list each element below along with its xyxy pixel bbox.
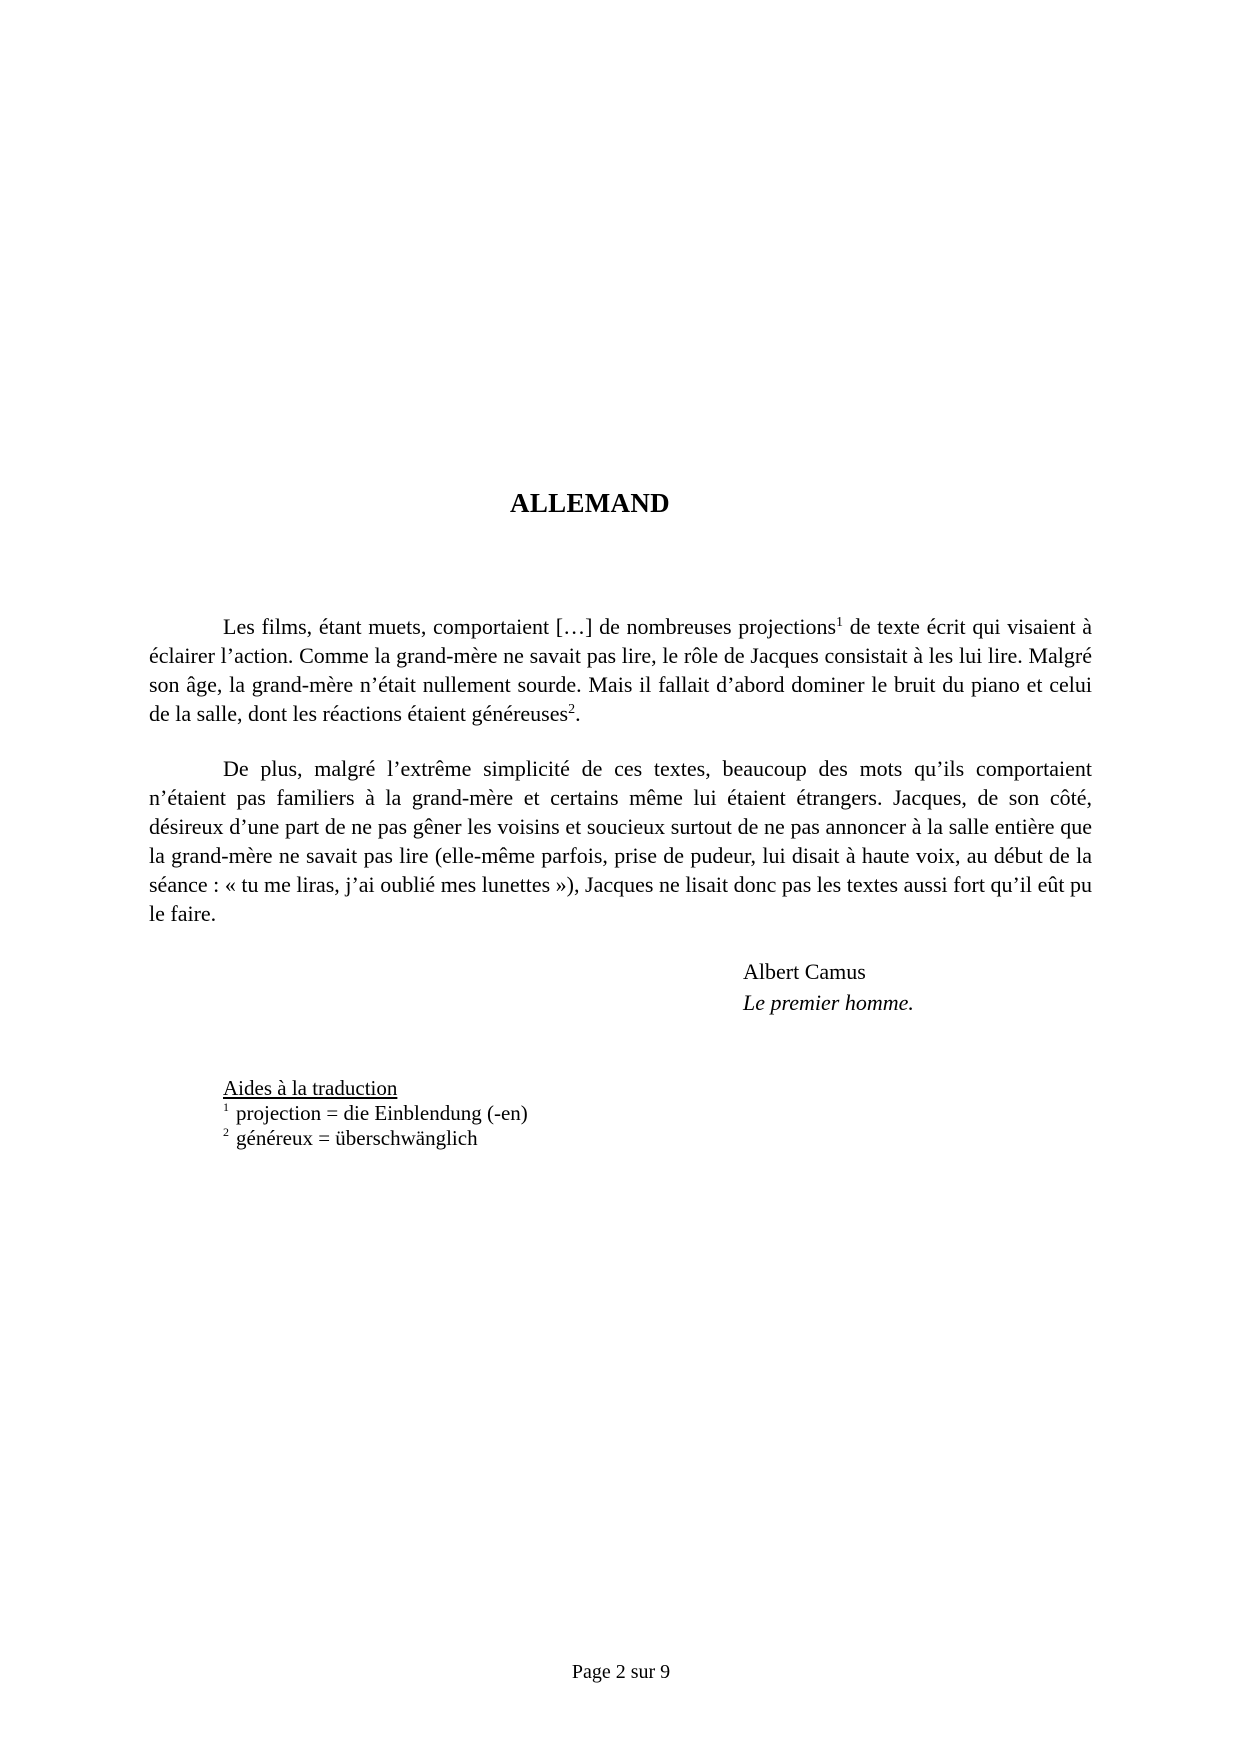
footnote-number: 2 — [223, 1125, 229, 1139]
footnote-2 — [223, 1126, 528, 1151]
footnote-number: 1 — [223, 1100, 229, 1114]
translation-aids — [223, 1076, 528, 1151]
paragraph-1-part-2: de texte écrit qui visaient à éclairer l’action. Comme la grand-mère ne savait pas lire, le rôle de Jacques consistait à les lui lire. Malgré son âge, la grand-mère n’était nullement sourde. Mais il fallait d’abord dominer le bruit du piano et celui de la salle, dont les réactions étaient généreuses — [149, 614, 1093, 726]
translation-aids-heading: Aides à la traduction — [223, 1076, 398, 1100]
footnote-text: généreux = überschwänglich — [236, 1126, 478, 1150]
work-title: Le premier homme. — [743, 990, 914, 1015]
page-footer: Page 2 sur 9 — [571, 1661, 671, 1683]
footnote-ref-2: 2 — [568, 702, 576, 717]
paragraph-1-part-3: . — [575, 701, 581, 726]
footnote-1 — [223, 1101, 528, 1126]
footnote-ref-1: 1 — [836, 615, 844, 630]
paragraph-2 — [149, 754, 1092, 928]
paragraph-1 — [149, 612, 1092, 728]
attribution — [743, 956, 914, 1018]
author-name: Albert Camus — [743, 959, 866, 984]
paragraph-2-text: De plus, malgré l’extrême simplicité de ces textes, beaucoup des mots qu’ils comportaient n’étaient pas familiers à la grand-mère et certains même lui étaient étrangers. Jacques, de son côté, désireux d’une part de ne pas gêner les voisins et soucieux surtout de ne pas annoncer à la salle entière que la grand-mère ne savait pas lire (elle-même parfois, prise de pudeur, lui disait à haute voix, au début de la séance : « tu me liras, j’ai oublié mes lunettes »), Jacques ne lisait donc pas les textes aussi fort qu’il eût pu le faire. — [149, 756, 1092, 926]
footnote-text: projection = die Einblendung (-en) — [236, 1101, 528, 1125]
paragraph-1-part-1: Les films, étant muets, comportaient […] de nombreuses projections — [223, 614, 837, 639]
page-title: ALLEMAND — [510, 488, 670, 518]
